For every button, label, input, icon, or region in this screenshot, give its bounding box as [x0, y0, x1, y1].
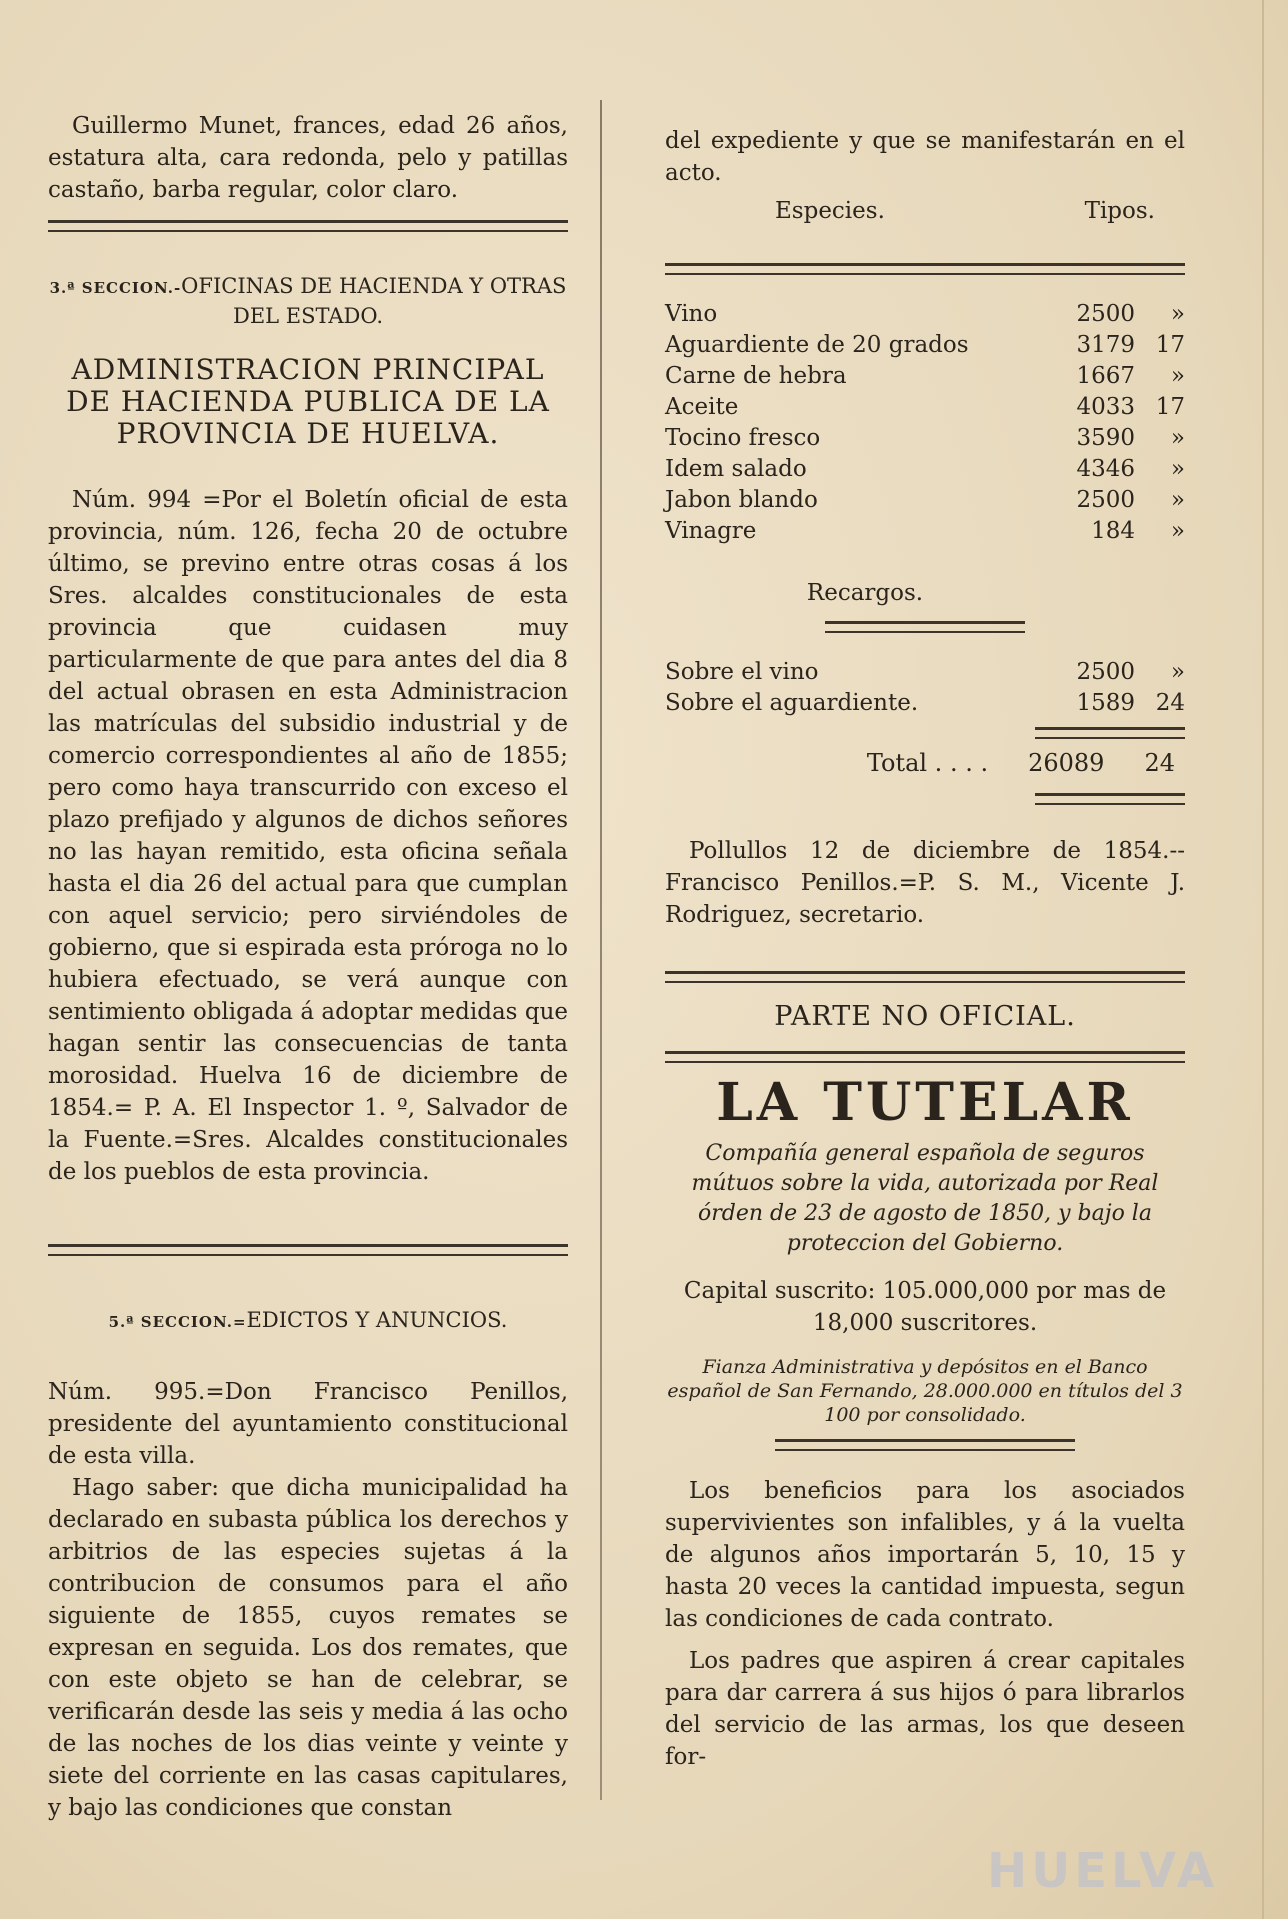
capital-text: Capital suscrito: 105.000,000 por mas de 18,000 suscritores. — [683, 1278, 1167, 1336]
especies-label: Especies. — [775, 198, 885, 224]
rule — [665, 1051, 1185, 1063]
item-name: Jabon blando — [665, 487, 818, 513]
compania-description: Compañía general española de seguros mútuos sobre la vida, autorizada por Real órden de 23 de agosto de 1850, y bajo la proteccion del Gobierno. — [691, 1141, 1159, 1256]
signature-paragraph: Pollullos 12 de diciembre de 1854.-- Francisco Penillos.=P. S. M., Vicente J. Rodriguez, secretario. — [665, 838, 1185, 928]
item-name: Carne de hebra — [665, 363, 847, 389]
total-cents: 24 — [1144, 749, 1175, 777]
table-row — [665, 423, 1185, 454]
item-cents: 17 — [1155, 332, 1185, 358]
table-header — [775, 195, 1155, 227]
table-row — [665, 657, 1185, 688]
column-divider — [600, 100, 602, 1800]
archive-watermark — [987, 1843, 1218, 1899]
recargos-table — [665, 657, 1185, 719]
rule — [825, 621, 1025, 633]
total-label: Total . . . . — [866, 749, 989, 777]
parte-no-oficial: PARTE NO OFICIAL. — [774, 1001, 1076, 1032]
item-name: Aceite — [665, 394, 739, 420]
item-amount: 4346 — [1076, 456, 1135, 482]
rule — [775, 1439, 1075, 1451]
section-3-prefix: 3.ª SECCION.- — [49, 279, 182, 297]
notice-995: Núm. 995.=Don Francisco Penillos, presidente del ayuntamiento constitucional de esta villa. — [48, 1379, 568, 1469]
section-5-title: EDICTOS Y ANUNCIOS. — [246, 1308, 508, 1332]
total-amount: 26089 — [1028, 749, 1105, 777]
item-name: Aguardiente de 20 grados — [665, 332, 969, 358]
tipos-label: Tipos. — [1084, 198, 1155, 224]
table-row — [665, 688, 1185, 719]
rule — [1035, 727, 1185, 739]
page-margin-line — [1262, 0, 1264, 1919]
item-amount: 184 — [1091, 518, 1135, 544]
item-cents: » — [1170, 363, 1185, 389]
section-3-title: OFICINAS DE HACIENDA Y OTRAS DEL ESTADO. — [181, 274, 567, 328]
item-cents: » — [1170, 425, 1185, 451]
table-row — [665, 330, 1185, 361]
la-tutelar-title: LA TUTELAR — [716, 1072, 1134, 1133]
rule — [48, 220, 568, 232]
notice-994: Núm. 994 =Por el Boletín oficial de esta provincia, núm. 126, fecha 20 de octubre último, se previno entre otras cosas á los Sres. alcaldes constitucionales de esta provincia que cuidasen muy particularmente de que para antes del dia 8 del actual obrasen en esta Administracion las matrículas del subsidio industrial y de comercio correspondientes al año de 1855; pero como haya transcurrido con exceso el plazo prefijado y algunos de dichos señores no las hayan remitido, esta oficina señala hasta el dia 26 del actual para que cumplan con aquel servicio; pero sirviéndoles de gobierno, que si espirada esta próroga no lo hubiera efectuado, se verá aunque con sentimiento obligada á adoptar medidas que hagan sentir las consecuencias de tanta morosidad. Huelva 16 de diciembre de 1854.= P. A. El Inspector 1. º, Salvador de la Fuente.=Sres. Alcaldes constitucionales de los pueblos de esta provincia. — [48, 487, 568, 1185]
table-row — [665, 516, 1185, 547]
total-row — [665, 747, 1185, 779]
section-5-prefix: 5.ª SECCION.= — [108, 1313, 247, 1331]
hago-saber-paragraph: Hago saber: que dicha municipalidad ha declarado en subasta pública los derechos y arbitrios de las especies sujetas á la contribucion de consumos para el año siguiente de 1855, cuyos remates se expresan en seguida. Los dos remates, que con este objeto se han de celebrar, se verificarán desde las seis y media á las ocho de las noches de los dias veinte y veinte y siete del corriente en las casas capitulares, y bajo las condiciones que constan — [48, 1475, 568, 1821]
table-row — [665, 392, 1185, 423]
admin-title: ADMINISTRACION PRINCIPAL DE HACIENDA PUBLICA DE LA PROVINCIA DE HUELVA. — [66, 353, 550, 450]
rule — [665, 263, 1185, 275]
table-row — [665, 454, 1185, 485]
item-name: Vino — [665, 301, 718, 327]
item-amount: 3590 — [1076, 425, 1135, 451]
watermark-text: HUELVA — [987, 1843, 1218, 1899]
table-row — [665, 299, 1185, 330]
item-amount: 1667 — [1076, 363, 1135, 389]
rule — [48, 1244, 568, 1256]
item-amount: 2500 — [1076, 659, 1135, 685]
recargos-label: Recargos. — [806, 580, 924, 606]
padres-paragraph: Los padres que aspiren á crear capitales para dar carrera á sus hijos ó para librarlos del servicio de las armas, los que deseen for- — [665, 1648, 1185, 1770]
intro-paragraph: Guillermo Munet, frances, edad 26 años, estatura alta, cara redonda, pelo y patillas castaño, barba regular, color claro. — [48, 113, 568, 203]
section-5-heading — [48, 1306, 568, 1336]
continuation-text: del expediente y que se manifestarán en el acto. — [665, 128, 1185, 186]
species-table — [665, 299, 1185, 547]
table-row — [665, 361, 1185, 392]
item-cents: » — [1170, 301, 1185, 327]
item-amount: 3179 — [1076, 332, 1135, 358]
item-cents: » — [1170, 456, 1185, 482]
item-name: Tocino fresco — [665, 425, 821, 451]
rule — [665, 971, 1185, 983]
fianza-text: Fianza Administrativa y depósitos en el Banco español de San Fernando, 28.000.000 en títulos del 3 100 por consolidado. — [667, 1356, 1183, 1426]
item-cents: » — [1170, 487, 1185, 513]
item-name: Idem salado — [665, 456, 807, 482]
item-amount: 1589 — [1076, 690, 1135, 716]
item-name: Sobre el aguardiente. — [665, 690, 919, 716]
item-amount: 2500 — [1076, 301, 1135, 327]
item-cents: » — [1170, 518, 1185, 544]
item-name: Vinagre — [665, 518, 757, 544]
item-name: Sobre el vino — [665, 659, 819, 685]
item-cents: 17 — [1155, 394, 1185, 420]
left-column — [48, 110, 568, 1879]
rule — [1035, 793, 1185, 805]
table-row — [665, 485, 1185, 516]
item-cents: 24 — [1155, 690, 1185, 716]
section-3-heading — [48, 272, 568, 330]
beneficios-paragraph: Los beneficios para los asociados supervivientes son infalibles, y á la vuelta de algunos años importarán 5, 10, 15 y hasta 20 veces la cantidad impuesta, segun las condiciones de cada contrato. — [665, 1478, 1185, 1632]
right-column — [665, 125, 1185, 1879]
item-amount: 2500 — [1076, 487, 1135, 513]
item-cents: » — [1170, 659, 1185, 685]
item-amount: 4033 — [1076, 394, 1135, 420]
